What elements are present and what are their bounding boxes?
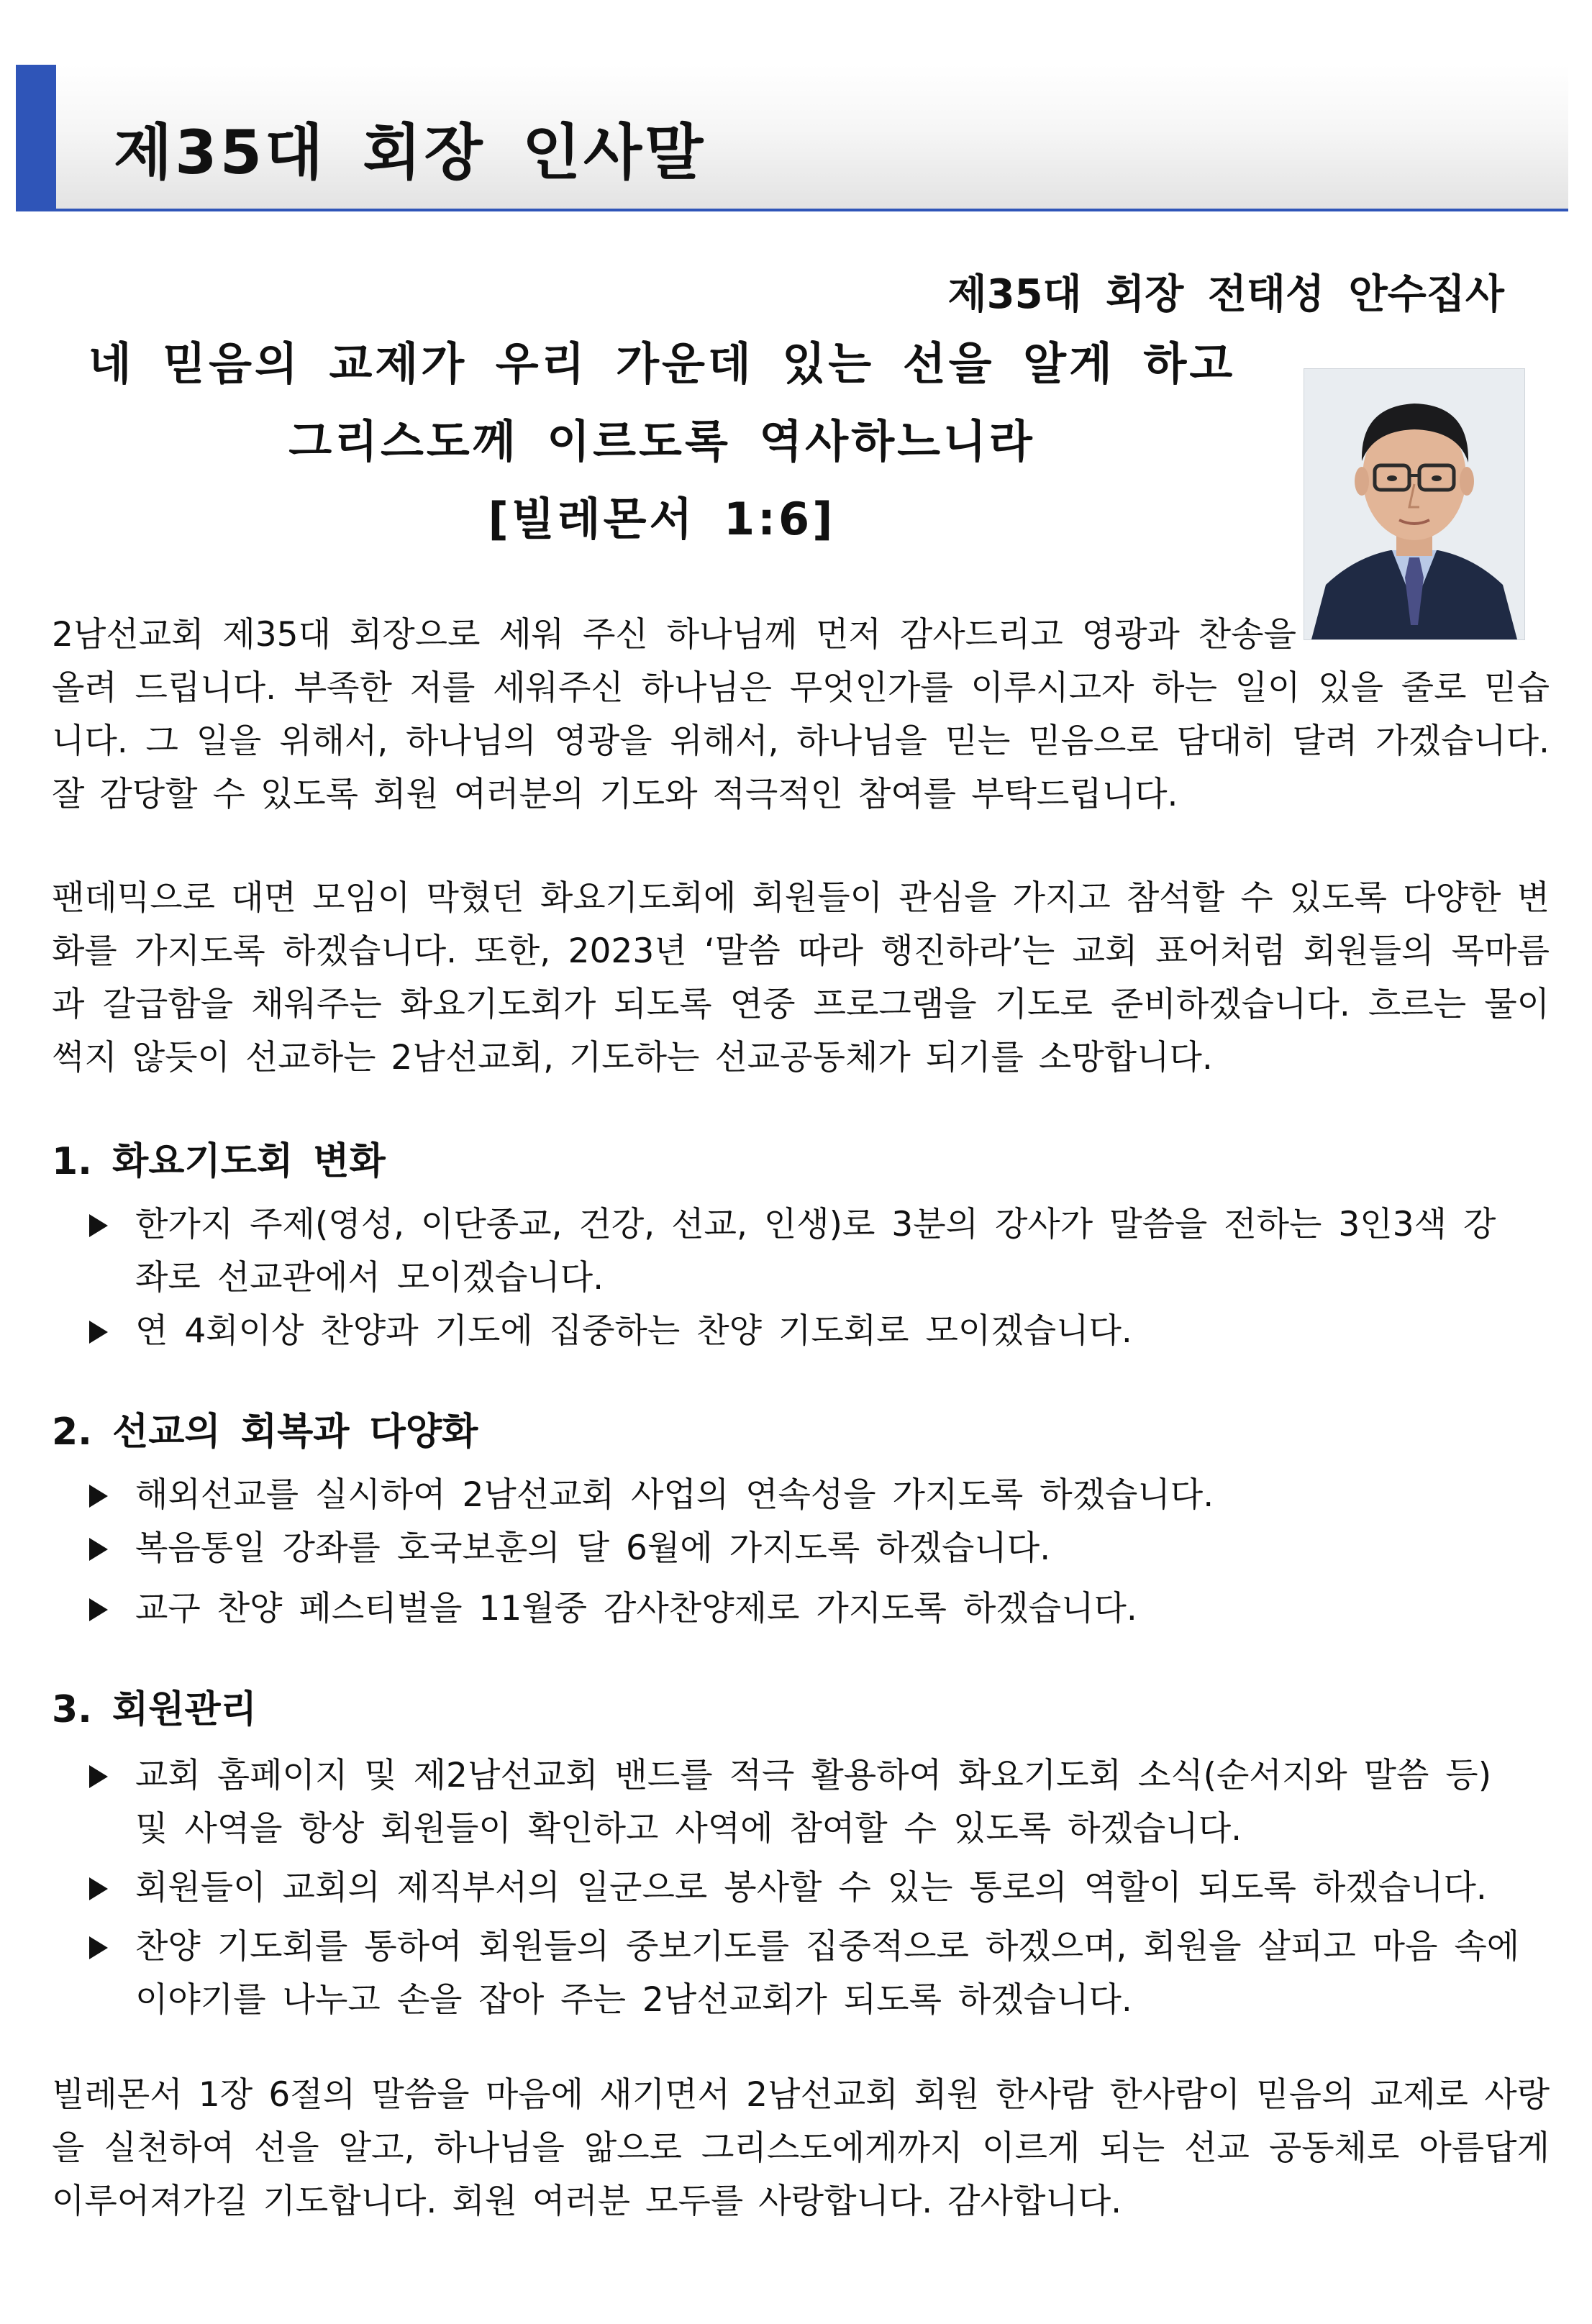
triangle-bullet-icon bbox=[89, 1598, 108, 1621]
list-item: 복음통일 강좌를 호국보훈의 달 6월에 가지도록 하겠습니다. bbox=[86, 1522, 1525, 1575]
intro-rest: 올려 드립니다. 부족한 저를 세워주신 하나님은 무엇인가를 이루시고자 하는 일이 있을 줄로 믿습니다. 그 일을 위해서, 하나님의 영광을 위해서, 하나님을 믿는 믿음으로 담대히 달려 가겠습니다. 잘 감당할 수 있도록 회원 여러분의 기도와 적극적인 참여를 부탁드립니다. bbox=[52, 668, 1550, 814]
list-item: 회원들이 교회의 제직부서의 일군으로 봉사할 수 있는 통로의 역할이 되도록 하겠습니다. bbox=[86, 1862, 1525, 1915]
portrait-photo bbox=[1304, 368, 1525, 640]
section-3-list bbox=[86, 1749, 1525, 2027]
list-item: 해외선교를 실시하여 2남선교회 사업의 연속성을 가지도록 하겠습니다. bbox=[86, 1469, 1525, 1522]
list-item: 교구 찬양 페스티벌을 11월중 감사찬양제로 가지도록 하겠습니다. bbox=[86, 1582, 1525, 1636]
section-heading-1: 1. 화요기도회 변화 bbox=[52, 1140, 386, 1183]
intro-first-line: 2남선교회 제35대 회장으로 세워 주신 하나님께 먼저 감사드리고 영광과 찬송을 bbox=[52, 615, 1296, 655]
list-item: 교회 홈페이지 및 제2남선교회 밴드를 적극 활용하여 화요기도회 소식(순서지와 말씀 등) 및 사역을 항상 회원들이 확인하고 사역에 참여할 수 있도록 하겠습니다. bbox=[86, 1749, 1525, 1856]
author-line: 제35대 회장 전태성 안수집사 bbox=[947, 271, 1504, 318]
page-title: 제35대 회장 인사말 bbox=[114, 117, 706, 188]
intro-paragraph bbox=[52, 609, 1550, 821]
title-accent-bar bbox=[16, 65, 56, 209]
section-2-list bbox=[86, 1469, 1525, 1636]
title-bar bbox=[16, 65, 1568, 211]
triangle-bullet-icon bbox=[89, 1765, 108, 1788]
verse-reference: [빌레몬서 1:6] bbox=[488, 493, 836, 545]
triangle-bullet-icon bbox=[89, 1214, 108, 1237]
triangle-bullet-icon bbox=[89, 1321, 108, 1344]
section-heading-3: 3. 회원관리 bbox=[52, 1688, 257, 1731]
triangle-bullet-icon bbox=[89, 1485, 108, 1508]
portrait-photo-icon bbox=[1304, 369, 1524, 639]
triangle-bullet-icon bbox=[89, 1936, 108, 1959]
triangle-bullet-icon bbox=[89, 1538, 108, 1561]
closing-paragraph: 빌레몬서 1장 6절의 말씀을 마음에 새기면서 2남선교회 회원 한사람 한사람이 믿음의 교제로 사랑을 실천하여 선을 알고, 하나님을 앎으로 그리스도에게까지 이르게 되는 선교 공동체로 아름답게 이루어져가길 기도합니다. 회원 여러분 모두를 사랑합니다. 감사합니다. bbox=[52, 2075, 1550, 2221]
scripture-verse bbox=[43, 325, 1281, 558]
second-paragraph: 팬데믹으로 대면 모임이 막혔던 화요기도회에 회원들이 관심을 가지고 참석할 수 있도록 다양한 변화를 가지도록 하겠습니다. 또한, 2023년 ‘말씀 따라 행진하라’는 교회 표어처럼 회원들의 목마름과 갈급함을 채워주는 화요기도회가 되도록 연중 프로그램을 기도로 준비하겠습니다. 흐르는 물이 썩지 않듯이 선교하는 2남선교회, 기도하는 선교공동체가 되기를 소망합니다. bbox=[52, 878, 1550, 1077]
verse-line-2: 그리스도께 이르도록 역사하느니라 bbox=[288, 415, 1035, 468]
section-1-list bbox=[86, 1198, 1525, 1358]
section-heading-2: 2. 선교의 회복과 다양화 bbox=[52, 1411, 478, 1454]
list-item: 연 4회이상 찬양과 기도에 집중하는 찬양 기도회로 모이겠습니다. bbox=[86, 1305, 1525, 1358]
list-item: 찬양 기도회를 통하여 회원들의 중보기도를 집중적으로 하겠으며, 회원을 살피고 마음 속에 이야기를 나누고 손을 잡아 주는 2남선교회가 되도록 하겠습니다. bbox=[86, 1920, 1525, 2027]
triangle-bullet-icon bbox=[89, 1877, 108, 1900]
verse-line-1: 네 믿음의 교제가 우리 가운데 있는 선을 알게 하고 bbox=[88, 337, 1236, 390]
list-item: 한가지 주제(영성, 이단종교, 건강, 선교, 인생)로 3분의 강사가 말씀을 전하는 3인3색 강좌로 선교관에서 모이겠습니다. bbox=[86, 1198, 1525, 1305]
